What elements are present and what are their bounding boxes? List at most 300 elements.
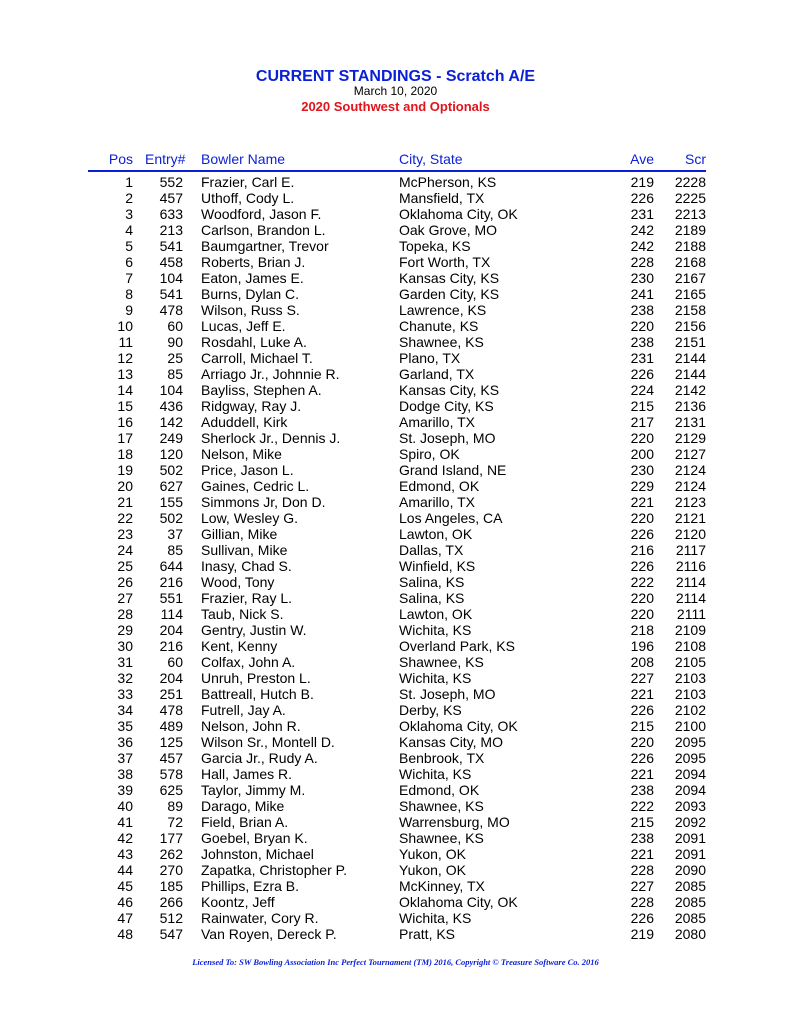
table-row (0, 462, 791, 478)
row-city-state: St. Joseph, MO (399, 686, 496, 702)
row-city-state: Chanute, KS (399, 318, 479, 334)
row-average: 242 (630, 238, 654, 254)
row-bowler-name: Eaton, James E. (201, 270, 304, 286)
row-position: 16 (117, 414, 133, 430)
table-row (0, 558, 791, 574)
table-row (0, 846, 791, 862)
row-entry-number: 216 (159, 638, 183, 654)
row-entry-number: 155 (159, 494, 183, 510)
row-city-state: Salina, KS (399, 590, 465, 606)
row-bowler-name: Sullivan, Mike (201, 542, 288, 558)
row-bowler-name: Low, Wesley G. (201, 510, 299, 526)
row-average: 196 (630, 638, 654, 654)
row-score: 2102 (674, 702, 706, 718)
row-city-state: Yukon, OK (399, 862, 466, 878)
row-city-state: Los Angeles, CA (399, 510, 503, 526)
row-entry-number: 627 (159, 478, 183, 494)
row-bowler-name: Burns, Dylan C. (201, 286, 300, 302)
row-city-state: Amarillo, TX (399, 414, 475, 430)
row-average: 238 (630, 830, 654, 846)
row-score: 2156 (674, 318, 706, 334)
row-entry-number: 72 (167, 814, 183, 830)
row-average: 221 (630, 846, 654, 862)
row-entry-number: 266 (159, 894, 183, 910)
row-bowler-name: Lucas, Jeff E. (201, 318, 286, 334)
row-average: 226 (630, 366, 654, 382)
row-city-state: Kansas City, KS (399, 270, 500, 286)
row-city-state: Shawnee, KS (399, 830, 484, 846)
row-average: 228 (630, 894, 654, 910)
column-header-bowler-name: Bowler Name (201, 151, 286, 167)
row-average: 228 (630, 254, 654, 270)
row-bowler-name: Arriago Jr., Johnnie R. (201, 366, 340, 382)
row-city-state: Dodge City, KS (399, 398, 494, 414)
row-bowler-name: Garcia Jr., Rudy A. (201, 750, 318, 766)
row-entry-number: 625 (159, 782, 183, 798)
row-city-state: Wichita, KS (399, 622, 472, 638)
row-bowler-name: Van Royen, Dereck P. (201, 926, 337, 942)
row-position: 19 (117, 462, 133, 478)
row-city-state: Pratt, KS (399, 926, 456, 942)
row-city-state: Dallas, TX (399, 542, 464, 558)
row-entry-number: 249 (159, 430, 183, 446)
table-row (0, 878, 791, 894)
row-position: 9 (125, 302, 133, 318)
row-average: 242 (630, 222, 654, 238)
table-row (0, 414, 791, 430)
table-row (0, 238, 791, 254)
row-bowler-name: Goebel, Bryan K. (201, 830, 308, 846)
row-position: 17 (117, 430, 133, 446)
row-average: 220 (630, 510, 654, 526)
row-entry-number: 578 (159, 766, 183, 782)
row-city-state: McPherson, KS (399, 174, 497, 190)
row-bowler-name: Uthoff, Cody L. (201, 190, 295, 206)
row-average: 220 (630, 734, 654, 750)
row-position: 28 (117, 606, 133, 622)
row-position: 20 (117, 478, 133, 494)
row-score: 2085 (674, 910, 706, 926)
row-bowler-name: Bayliss, Stephen A. (201, 382, 322, 398)
row-score: 2103 (674, 670, 706, 686)
row-city-state: Lawton, OK (399, 606, 473, 622)
row-position: 38 (117, 766, 133, 782)
table-row (0, 334, 791, 350)
row-average: 221 (630, 766, 654, 782)
row-city-state: Mansfield, TX (399, 190, 485, 206)
row-bowler-name: Zapatka, Christopher P. (201, 862, 348, 878)
row-position: 23 (117, 526, 133, 542)
row-city-state: Wichita, KS (399, 910, 472, 926)
row-city-state: Salina, KS (399, 574, 465, 590)
row-score: 2094 (674, 766, 706, 782)
row-score: 2144 (674, 350, 706, 366)
row-average: 238 (630, 782, 654, 798)
row-entry-number: 644 (159, 558, 183, 574)
row-entry-number: 125 (159, 734, 183, 750)
row-score: 2085 (674, 894, 706, 910)
row-position: 5 (125, 238, 133, 254)
row-position: 45 (117, 878, 133, 894)
row-position: 6 (125, 254, 133, 270)
row-entry-number: 489 (159, 718, 183, 734)
row-score: 2092 (674, 814, 706, 830)
row-bowler-name: Kent, Kenny (201, 638, 278, 654)
row-bowler-name: Wood, Tony (201, 574, 275, 590)
row-position: 2 (125, 190, 133, 206)
table-row (0, 478, 791, 494)
table-row (0, 830, 791, 846)
row-average: 226 (630, 702, 654, 718)
row-bowler-name: Carroll, Michael T. (201, 350, 313, 366)
row-position: 13 (117, 366, 133, 382)
table-row (0, 366, 791, 382)
row-position: 32 (117, 670, 133, 686)
row-position: 40 (117, 798, 133, 814)
row-score: 2142 (674, 382, 706, 398)
row-city-state: Kansas City, KS (399, 382, 500, 398)
table-row (0, 622, 791, 638)
report-title: CURRENT STANDINGS - Scratch A/E (255, 68, 536, 85)
row-position: 46 (117, 894, 133, 910)
row-score: 2167 (674, 270, 706, 286)
table-row (0, 734, 791, 750)
row-position: 4 (125, 222, 133, 238)
table-row (0, 702, 791, 718)
row-entry-number: 25 (167, 350, 183, 366)
row-position: 33 (117, 686, 133, 702)
row-average: 227 (630, 878, 654, 894)
row-score: 2111 (676, 606, 706, 622)
column-header-pos: Pos (108, 151, 133, 167)
table-row (0, 590, 791, 606)
table-row (0, 270, 791, 286)
row-entry-number: 142 (159, 414, 183, 430)
row-bowler-name: Simmons Jr, Don D. (201, 494, 326, 510)
row-score: 2213 (674, 206, 706, 222)
row-average: 238 (630, 334, 654, 350)
row-position: 29 (117, 622, 133, 638)
row-position: 35 (117, 718, 133, 734)
row-position: 11 (118, 334, 133, 350)
table-row (0, 814, 791, 830)
row-position: 10 (117, 318, 133, 334)
row-average: 231 (630, 350, 654, 366)
row-bowler-name: Aduddell, Kirk (201, 414, 288, 430)
row-bowler-name: Gillian, Mike (201, 526, 278, 542)
row-average: 227 (630, 670, 654, 686)
row-city-state: Oklahoma City, OK (399, 718, 518, 734)
table-row (0, 494, 791, 510)
row-score: 2189 (674, 222, 706, 238)
table-row (0, 430, 791, 446)
row-average: 226 (630, 558, 654, 574)
row-bowler-name: Rosdahl, Luke A. (201, 334, 307, 350)
table-row (0, 574, 791, 590)
table-row (0, 670, 791, 686)
row-bowler-name: Roberts, Brian J. (201, 254, 306, 270)
row-entry-number: 85 (167, 542, 183, 558)
table-row (0, 798, 791, 814)
row-entry-number: 458 (159, 254, 183, 270)
row-average: 220 (630, 590, 654, 606)
row-city-state: Edmond, OK (399, 478, 480, 494)
row-city-state: Lawrence, KS (399, 302, 487, 318)
row-position: 18 (117, 446, 133, 462)
row-entry-number: 60 (167, 654, 183, 670)
row-average: 226 (630, 750, 654, 766)
row-average: 229 (630, 478, 654, 494)
row-entry-number: 104 (159, 270, 183, 286)
row-entry-number: 90 (167, 334, 183, 350)
row-bowler-name: Gaines, Cedric L. (201, 478, 310, 494)
row-score: 2165 (674, 286, 706, 302)
row-bowler-name: Koontz, Jeff (201, 894, 275, 910)
row-entry-number: 60 (167, 318, 183, 334)
row-city-state: Spiro, OK (399, 446, 460, 462)
report-date: March 10, 2020 (353, 84, 438, 98)
table-row (0, 382, 791, 398)
table-row (0, 894, 791, 910)
row-city-state: Wichita, KS (399, 766, 472, 782)
row-position: 14 (117, 382, 133, 398)
row-entry-number: 541 (159, 286, 183, 302)
row-city-state: Shawnee, KS (399, 798, 484, 814)
row-average: 230 (630, 462, 654, 478)
row-average: 220 (630, 430, 654, 446)
row-average: 226 (630, 526, 654, 542)
row-position: 30 (117, 638, 133, 654)
row-position: 7 (125, 270, 133, 286)
row-score: 2095 (674, 750, 706, 766)
row-city-state: Amarillo, TX (399, 494, 475, 510)
row-entry-number: 478 (159, 702, 183, 718)
row-average: 231 (630, 206, 654, 222)
row-bowler-name: Price, Jason L. (201, 462, 294, 478)
row-position: 15 (117, 398, 133, 414)
row-score: 2127 (674, 446, 706, 462)
table-row (0, 910, 791, 926)
row-position: 31 (117, 654, 133, 670)
row-average: 217 (630, 414, 654, 430)
table-row (0, 750, 791, 766)
row-entry-number: 251 (159, 686, 183, 702)
row-bowler-name: Frazier, Ray L. (201, 590, 293, 606)
table-row (0, 526, 791, 542)
row-average: 220 (630, 318, 654, 334)
row-city-state: Garland, TX (399, 366, 475, 382)
row-bowler-name: Carlson, Brandon L. (201, 222, 326, 238)
table-row (0, 302, 791, 318)
row-city-state: McKinney, TX (399, 878, 485, 894)
row-score: 2129 (674, 430, 706, 446)
row-average: 218 (630, 622, 654, 638)
row-city-state: Benbrook, TX (399, 750, 485, 766)
row-score: 2091 (674, 830, 706, 846)
row-entry-number: 89 (167, 798, 183, 814)
row-score: 2080 (674, 926, 706, 942)
row-score: 2131 (674, 414, 706, 430)
row-bowler-name: Sherlock Jr., Dennis J. (201, 430, 341, 446)
row-position: 8 (125, 286, 133, 302)
row-score: 2091 (674, 846, 706, 862)
row-score: 2144 (674, 366, 706, 382)
row-average: 222 (630, 574, 654, 590)
row-position: 27 (117, 590, 133, 606)
row-city-state: Fort Worth, TX (399, 254, 491, 270)
row-bowler-name: Nelson, John R. (201, 718, 301, 734)
row-average: 215 (630, 398, 654, 414)
row-entry-number: 185 (159, 878, 183, 894)
column-header-ave: Ave (630, 151, 654, 167)
row-score: 2094 (674, 782, 706, 798)
row-position: 47 (117, 910, 133, 926)
row-average: 215 (630, 718, 654, 734)
row-entry-number: 502 (159, 462, 183, 478)
row-average: 226 (630, 190, 654, 206)
row-score: 2124 (674, 462, 706, 478)
table-row (0, 718, 791, 734)
row-position: 43 (117, 846, 133, 862)
row-score: 2121 (674, 510, 706, 526)
row-entry-number: 436 (159, 398, 183, 414)
row-average: 200 (630, 446, 654, 462)
row-entry-number: 104 (159, 382, 183, 398)
row-entry-number: 177 (159, 830, 183, 846)
row-city-state: St. Joseph, MO (399, 430, 496, 446)
table-row (0, 318, 791, 334)
row-city-state: Lawton, OK (399, 526, 473, 542)
row-entry-number: 216 (159, 574, 183, 590)
row-average: 241 (630, 286, 654, 302)
row-city-state: Grand Island, NE (399, 462, 507, 478)
row-average: 220 (630, 606, 654, 622)
column-header-city-state: City, State (399, 151, 463, 167)
row-city-state: Garden City, KS (399, 286, 500, 302)
row-score: 2090 (674, 862, 706, 878)
column-header-entry: Entry# (145, 151, 186, 167)
table-row (0, 782, 791, 798)
row-bowler-name: Baumgartner, Trevor (201, 238, 329, 254)
row-entry-number: 262 (159, 846, 183, 862)
row-bowler-name: Inasy, Chad S. (201, 558, 292, 574)
row-average: 224 (630, 382, 654, 398)
row-score: 2151 (674, 334, 706, 350)
row-position: 22 (117, 510, 133, 526)
row-position: 36 (117, 734, 133, 750)
row-entry-number: 502 (159, 510, 183, 526)
row-average: 216 (630, 542, 654, 558)
table-row (0, 174, 791, 190)
row-score: 2228 (674, 174, 706, 190)
row-score: 2095 (674, 734, 706, 750)
table-row (0, 766, 791, 782)
row-average: 230 (630, 270, 654, 286)
row-bowler-name: Wilson Sr., Montell D. (201, 734, 335, 750)
row-score: 2120 (674, 526, 706, 542)
row-position: 21 (117, 494, 133, 510)
row-average: 219 (630, 926, 654, 942)
table-row (0, 862, 791, 878)
row-city-state: Wichita, KS (399, 670, 472, 686)
row-city-state: Oak Grove, MO (399, 222, 498, 238)
table-row (0, 926, 791, 942)
row-bowler-name: Frazier, Carl E. (201, 174, 295, 190)
row-bowler-name: Colfax, John A. (201, 654, 296, 670)
row-position: 26 (117, 574, 133, 590)
row-position: 39 (117, 782, 133, 798)
table-row (0, 446, 791, 462)
row-city-state: Oklahoma City, OK (399, 894, 518, 910)
row-average: 221 (630, 494, 654, 510)
row-bowler-name: Rainwater, Cory R. (201, 910, 319, 926)
table-row (0, 190, 791, 206)
row-position: 1 (125, 174, 133, 190)
row-score: 2188 (674, 238, 706, 254)
row-entry-number: 551 (159, 590, 183, 606)
row-bowler-name: Battreall, Hutch B. (201, 686, 314, 702)
row-position: 42 (117, 830, 133, 846)
table-row (0, 510, 791, 526)
row-score: 2103 (674, 686, 706, 702)
row-entry-number: 204 (159, 670, 183, 686)
row-entry-number: 457 (159, 190, 183, 206)
row-entry-number: 547 (159, 926, 183, 942)
table-row (0, 542, 791, 558)
table-row (0, 254, 791, 270)
row-city-state: Overland Park, KS (399, 638, 515, 654)
row-average: 226 (630, 910, 654, 926)
row-entry-number: 552 (159, 174, 183, 190)
row-score: 2116 (675, 558, 706, 574)
row-bowler-name: Johnston, Michael (201, 846, 314, 862)
row-position: 34 (117, 702, 133, 718)
row-score: 2168 (674, 254, 706, 270)
row-score: 2225 (674, 190, 706, 206)
row-entry-number: 633 (159, 206, 183, 222)
license-footer: Licensed To: SW Bowling Association Inc Perfect Tournament (TM) 2016, Copyright © Treasure Software Co. 2016 (192, 957, 599, 967)
row-position: 48 (117, 926, 133, 942)
row-score: 2123 (674, 494, 706, 510)
row-average: 208 (630, 654, 654, 670)
table-row (0, 350, 791, 366)
table-row (0, 638, 791, 654)
table-header (0, 151, 791, 171)
row-average: 221 (630, 686, 654, 702)
row-position: 3 (125, 206, 133, 222)
row-score: 2117 (675, 542, 706, 558)
row-bowler-name: Hall, James R. (201, 766, 293, 782)
row-score: 2100 (674, 718, 706, 734)
row-entry-number: 270 (159, 862, 183, 878)
row-bowler-name: Taub, Nick S. (201, 606, 284, 622)
row-city-state: Plano, TX (399, 350, 461, 366)
row-bowler-name: Nelson, Mike (201, 446, 282, 462)
row-entry-number: 204 (159, 622, 183, 638)
row-average: 215 (630, 814, 654, 830)
row-bowler-name: Taylor, Jimmy M. (201, 782, 306, 798)
table-row (0, 286, 791, 302)
column-header-scr: Scr (685, 151, 706, 167)
row-score: 2105 (674, 654, 706, 670)
row-bowler-name: Unruh, Preston L. (201, 670, 311, 686)
row-position: 24 (117, 542, 133, 558)
table-row (0, 606, 791, 622)
row-score: 2114 (675, 574, 706, 590)
row-city-state: Winfield, KS (399, 558, 476, 574)
row-score: 2124 (674, 478, 706, 494)
row-bowler-name: Phillips, Ezra B. (201, 878, 300, 894)
